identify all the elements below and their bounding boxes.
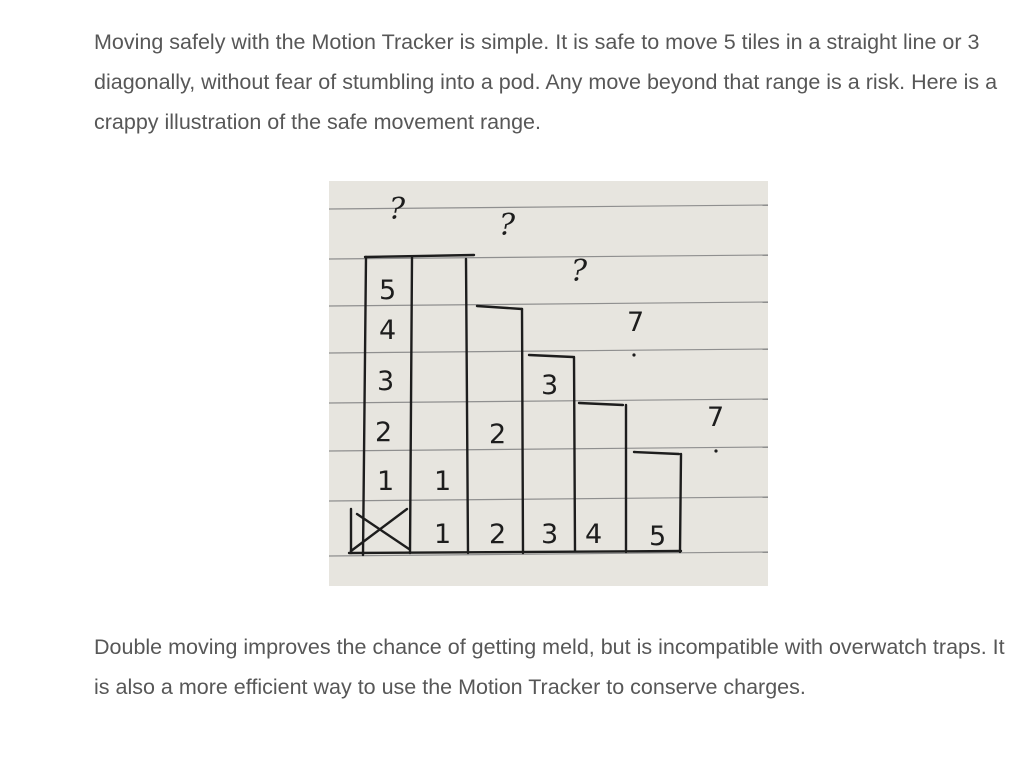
seven-marks [627, 307, 724, 453]
seven-dot-1 [632, 353, 635, 356]
diagonal-number-2: 2 [489, 419, 507, 450]
left-column-numbers [375, 275, 396, 497]
intro-paragraph: Moving safely with the Motion Tracker is simple. It is safe to move 5 tiles in a straight line or 3 diagonally, without fear of stumbling into a pod. Any move beyond that range is a risk. Here is a crappy illustration of the safe movement range. [94, 30, 998, 134]
seven-dot-2 [714, 449, 717, 452]
bottom-number-4: 4 [585, 519, 603, 550]
movement-range-illustration [329, 181, 768, 586]
double-moving-paragraph: Double moving improves the chance of getting meld, but is incompatible with overwatch traps. It is also a more efficient way to use the Motion Tracker to conserve charges. [94, 635, 1005, 699]
left-number-5: 5 [379, 275, 397, 306]
left-number-1: 1 [377, 466, 395, 497]
hand-drawn-grid-photo [329, 181, 768, 586]
question-mark-2: ? [499, 208, 516, 243]
diagonal-number-3: 3 [541, 370, 559, 401]
question-mark-1: ? [389, 192, 406, 227]
seven-mark-2: 7 [707, 402, 725, 433]
bottom-number-2: 2 [489, 519, 507, 550]
diagonal-numbers [434, 370, 558, 497]
left-number-4: 4 [379, 315, 397, 346]
bottom-number-5: 5 [649, 521, 667, 552]
left-number-2: 2 [375, 417, 393, 448]
seven-mark-1: 7 [627, 307, 645, 338]
bottom-number-1: 1 [434, 519, 452, 550]
ink-grid [349, 255, 681, 555]
diagonal-number-1: 1 [434, 466, 452, 497]
question-mark-3: ? [571, 254, 588, 289]
left-number-3: 3 [377, 366, 395, 397]
bottom-number-3: 3 [541, 519, 559, 550]
